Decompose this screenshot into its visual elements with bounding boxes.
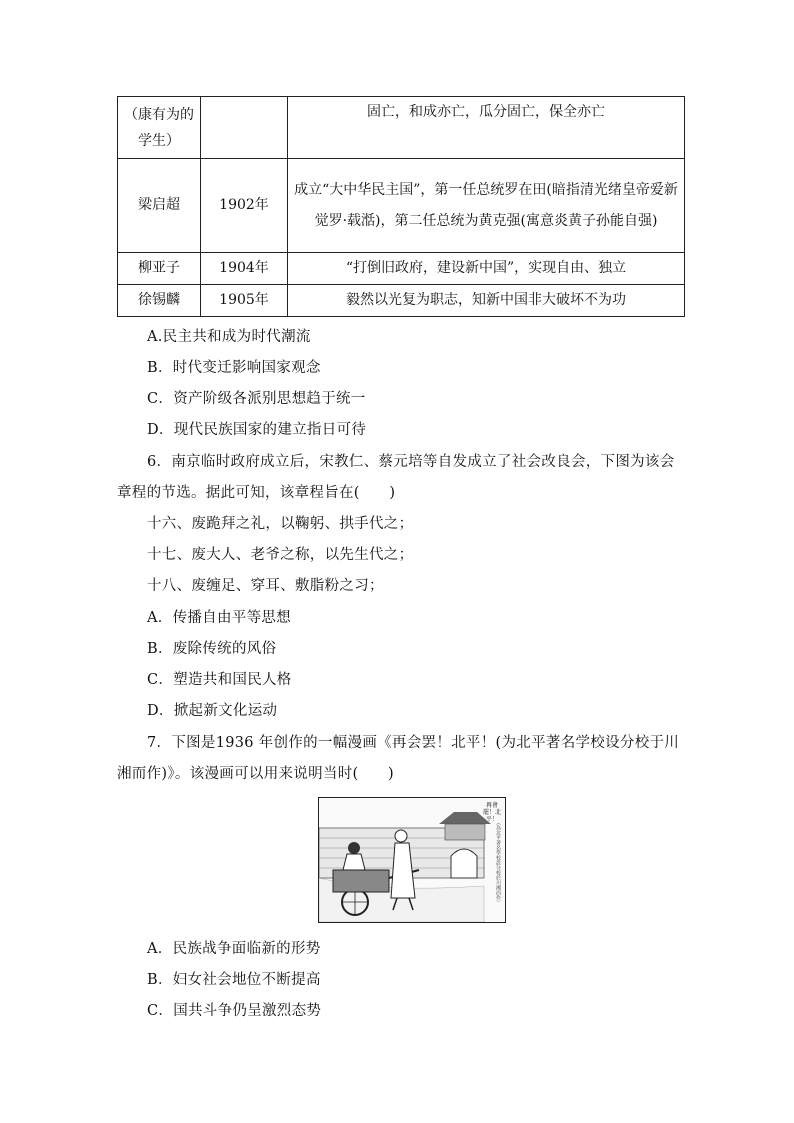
table-cell-content: 成立“大中华民主国”，第一任总统罗在田(暗指清光绪皇帝爱新觉罗·载湉)，第二任总统为黄克强(寓意炎黄子孙能自强): [288, 159, 685, 253]
q5-option-c[interactable]: C．资产阶级各派别思想趋于统一: [147, 391, 366, 407]
q5-option-d[interactable]: D．现代民族国家的建立指日可待: [147, 422, 367, 438]
table-cell-year: [201, 97, 288, 159]
history-table: [117, 96, 685, 317]
table-cell-person: 柳亚子: [118, 253, 201, 285]
cartoon-image: [318, 797, 506, 923]
q6-excerpt-17: 十七、废大人、老爷之称，以先生代之；: [147, 547, 414, 563]
q5-option-b[interactable]: B．时代变迁影响国家观念: [147, 360, 321, 376]
table-cell-person: 徐锡麟: [118, 285, 201, 317]
q6-option-c[interactable]: C．塑造共和国民人格: [147, 672, 292, 688]
table-cell-year: 1902年: [201, 159, 288, 253]
table-cell-person: （康有为的学生）: [118, 97, 201, 159]
q6-option-b[interactable]: B．废除传统的风俗: [147, 641, 277, 657]
q5-option-a[interactable]: A.民主共和成为时代潮流: [147, 329, 311, 345]
cartoon-side-text: （為北平著名學校設分校於川湘而作）: [495, 820, 501, 905]
table-cell-year: 1904年: [201, 253, 288, 285]
table-cell-content: 毅然以光复为职志，知新中国非大破坏不为功: [288, 285, 685, 317]
q6-excerpt-18: 十八、废缠足、穿耳、敷脂粉之习；: [147, 578, 384, 594]
cartoon-caption: 再會罷！北平！: [482, 802, 501, 823]
q7-stem-continued: 湘而作)》。该漫画可以用来说明当时( ): [117, 766, 395, 782]
cartoon-drawing: [319, 798, 505, 922]
q6-stem: 6．南京临时政府成立后，宋教仁、蔡元培等自发成立了社会改良会，下图为该会: [147, 454, 675, 470]
table-cell-content: “打倒旧政府，建设新中国”，实现自由、独立: [288, 253, 685, 285]
table-row: [118, 253, 685, 285]
q7-stem: 7．下图是1936 年创作的一幅漫画《再会罢！北平！(为北平著名学校设分校于川: [147, 735, 680, 751]
q7-option-a[interactable]: A．民族战争面临新的形势: [147, 941, 321, 957]
q6-stem-continued: 章程的节选。据此可知，该章程旨在( ): [117, 485, 396, 501]
table-row: [118, 97, 685, 159]
q7-option-c[interactable]: C．国共斗争仍呈激烈态势: [147, 1003, 322, 1019]
q6-option-d[interactable]: D．掀起新文化运动: [147, 703, 278, 719]
table-row: [118, 285, 685, 317]
table-cell-year: 1905年: [201, 285, 288, 317]
q6-option-a[interactable]: A．传播自由平等思想: [147, 610, 291, 626]
table-row: [118, 159, 685, 253]
q6-excerpt-16: 十六、废跪拜之礼，以鞠躬、拱手代之；: [147, 516, 414, 532]
q7-option-b[interactable]: B．妇女社会地位不断提高: [147, 972, 321, 988]
table-cell-person: 梁启超: [118, 159, 201, 253]
table-cell-content: 固亡，和成亦亡，瓜分固亡，保全亦亡: [288, 97, 685, 159]
